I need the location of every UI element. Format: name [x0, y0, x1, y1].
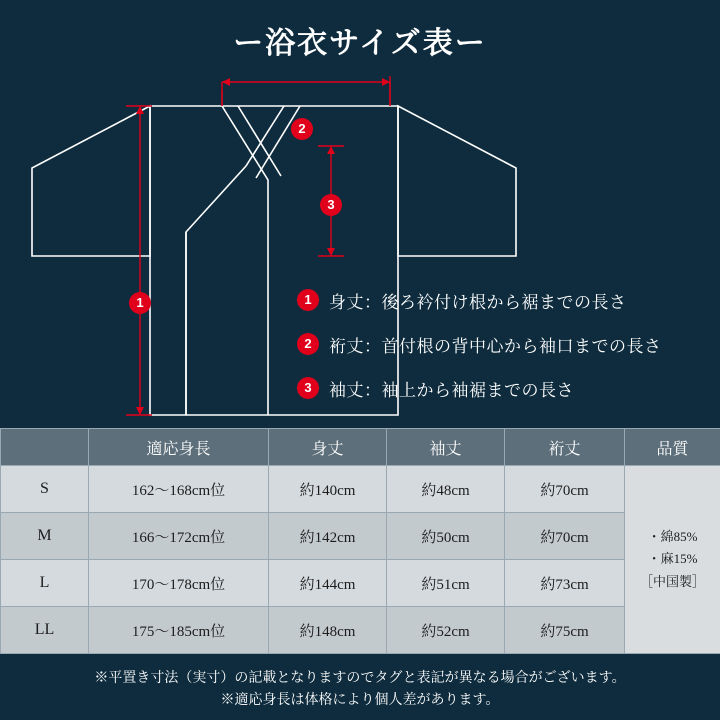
cell-height-ll: 175〜185cm位	[89, 607, 269, 654]
cell-mitake-s: 約140cm	[269, 466, 387, 513]
footnote-1: ※平置き寸法（実寸）の記載となりますのでタグと表記が異なる場合がございます。	[94, 671, 626, 686]
legend-badge-1: 1	[297, 289, 319, 311]
table-row	[1, 607, 720, 654]
cell-quality	[625, 466, 720, 654]
cell-height-s: 162〜168cm位	[89, 466, 269, 513]
table-header-row	[1, 429, 720, 466]
size-table	[0, 428, 720, 654]
footnotes	[0, 664, 720, 711]
table-row	[1, 513, 720, 560]
col-header-mitake: 身丈	[269, 429, 387, 466]
diagram-badge-1: 1	[129, 292, 151, 314]
size-table-container	[0, 428, 720, 654]
legend-label-2: 裄丈：首付根の背中心から袖口までの長さ	[329, 336, 662, 356]
cell-height-m: 166〜172cm位	[89, 513, 269, 560]
cell-sodetake-l: 約51cm	[387, 560, 505, 607]
cell-height-l: 170〜178cm位	[89, 560, 269, 607]
col-header-quality: 品質	[625, 429, 720, 466]
col-header-yukitake: 裄丈	[505, 429, 625, 466]
cell-yukitake-s: 約70cm	[505, 466, 625, 513]
cell-sodetake-s: 約48cm	[387, 466, 505, 513]
legend-badge-2: 2	[297, 333, 319, 355]
cell-yukitake-ll: 約75cm	[505, 607, 625, 654]
quality-line-1: ・綿85%	[647, 529, 698, 545]
col-header-size	[1, 429, 89, 466]
measurement-legend	[297, 278, 717, 410]
cell-size-ll: LL	[1, 607, 89, 654]
diagram-badge-3: 3	[320, 194, 342, 216]
cell-size-s: S	[1, 466, 89, 513]
legend-item-3	[297, 366, 717, 410]
col-header-sodetake: 袖丈	[387, 429, 505, 466]
cell-mitake-l: 約144cm	[269, 560, 387, 607]
diagram-badge-2: 2	[291, 118, 313, 140]
legend-item-2	[297, 322, 717, 366]
cell-sodetake-m: 約50cm	[387, 513, 505, 560]
table-row	[1, 560, 720, 607]
quality-line-3: ［中国製］	[639, 573, 705, 589]
cell-size-l: L	[1, 560, 89, 607]
legend-label-3: 袖丈：袖上から袖裾までの長さ	[329, 380, 574, 400]
cell-yukitake-m: 約70cm	[505, 513, 625, 560]
cell-mitake-m: 約142cm	[269, 513, 387, 560]
quality-line-2: ・麻15%	[647, 551, 698, 567]
legend-label-1: 身丈：後ろ衿付け根から裾までの長さ	[329, 292, 627, 312]
legend-badge-3: 3	[297, 377, 319, 399]
legend-item-1	[297, 278, 717, 322]
footnote-2: ※適応身長は体格により個人差があります。	[220, 692, 500, 708]
col-header-height: 適応身長	[89, 429, 269, 466]
page-title: ー浴衣サイズ表ー	[233, 27, 487, 60]
cell-size-m: M	[1, 513, 89, 560]
cell-sodetake-ll: 約52cm	[387, 607, 505, 654]
cell-yukitake-l: 約73cm	[505, 560, 625, 607]
cell-mitake-ll: 約148cm	[269, 607, 387, 654]
table-row	[1, 466, 720, 513]
